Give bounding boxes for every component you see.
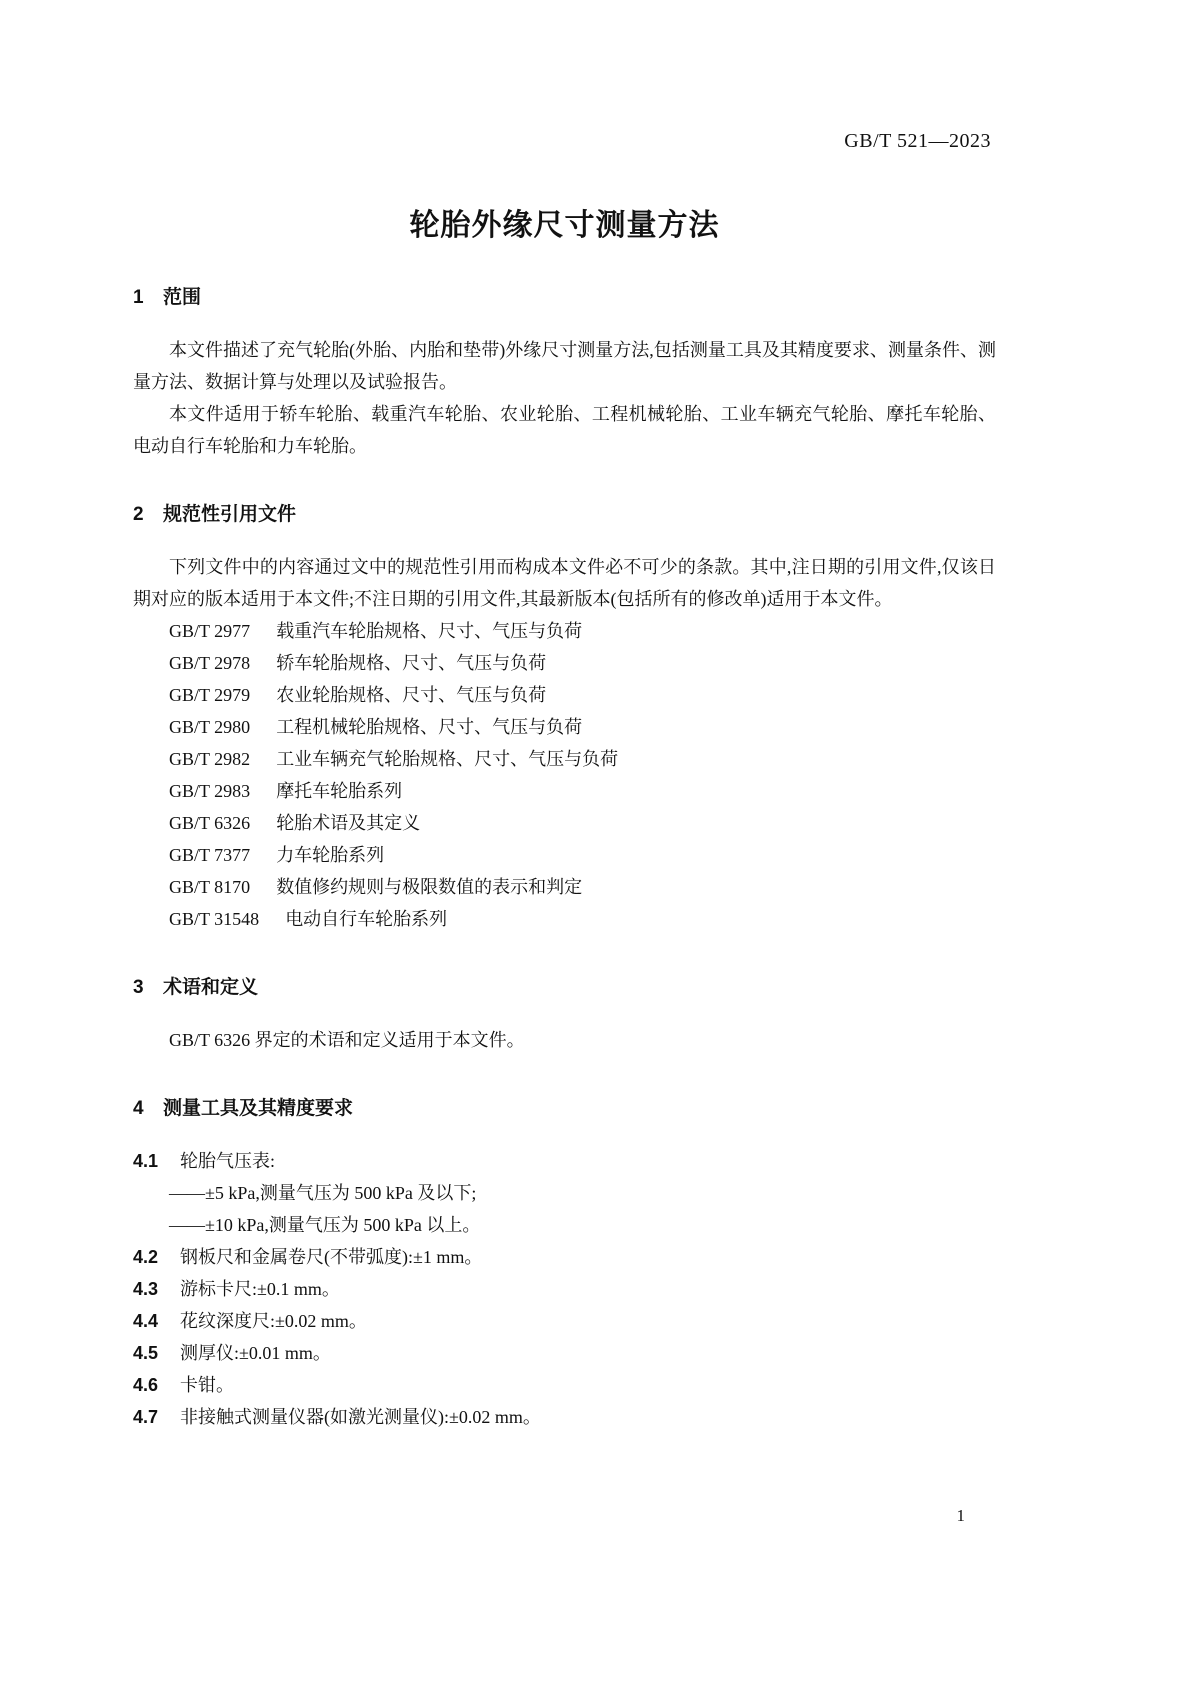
reference-title: 数值修约规则与极限数值的表示和判定: [276, 877, 583, 897]
clause: [133, 1305, 996, 1337]
section-number: 2: [133, 504, 144, 525]
section-heading-text: 范围: [163, 287, 202, 308]
section-number: 3: [133, 977, 144, 998]
clause-number: 4.1: [133, 1151, 159, 1171]
reference-item: [133, 871, 996, 903]
clause: [133, 1401, 996, 1433]
reference-code: GB/T 2982: [169, 749, 251, 769]
paragraph: 本文件描述了充气轮胎(外胎、内胎和垫带)外缘尺寸测量方法,包括测量工具及其精度要求、测量条件、测量方法、数据计算与处理以及试验报告。: [133, 340, 996, 392]
section-number: 4: [133, 1098, 144, 1119]
reference-item: [133, 615, 996, 647]
dash-item: ——±5 kPa,测量气压为 500 kPa 及以下;: [169, 1183, 477, 1203]
reference-title: 载重汽车轮胎规格、尺寸、气压与负荷: [276, 621, 583, 641]
reference-item: [133, 903, 996, 935]
clause-text: 轮胎气压表:: [180, 1151, 276, 1171]
reference-title: 轮胎术语及其定义: [276, 813, 421, 833]
clause: [133, 1145, 996, 1177]
reference-code: GB/T 2983: [169, 781, 251, 801]
clause-text: 非接触式测量仪器(如激光测量仪):±0.02 mm。: [180, 1407, 541, 1427]
clause-text: 钢板尺和金属卷尺(不带弧度):±1 mm。: [180, 1247, 483, 1267]
clause-number: 4.5: [133, 1343, 159, 1363]
clause-text: 卡钳。: [180, 1375, 234, 1395]
reference-item: [133, 839, 996, 871]
reference-title: 摩托车轮胎系列: [276, 781, 403, 801]
clause: [133, 1369, 996, 1401]
reference-item: [133, 711, 996, 743]
section-heading: [133, 1096, 996, 1121]
clause-text: 花纹深度尺:±0.02 mm。: [180, 1311, 367, 1331]
clause: [133, 1241, 996, 1273]
reference-title: 力车轮胎系列: [276, 845, 385, 865]
clause-text: 游标卡尺:±0.1 mm。: [180, 1279, 340, 1299]
reference-code: GB/T 6326: [169, 813, 251, 833]
clause-number: 4.7: [133, 1407, 159, 1427]
paragraph: GB/T 6326 界定的术语和定义适用于本文件。: [169, 1030, 525, 1050]
reference-code: GB/T 2977: [169, 621, 251, 641]
section-heading: [133, 285, 996, 310]
reference-title: 轿车轮胎规格、尺寸、气压与负荷: [276, 653, 547, 673]
clause-number: 4.4: [133, 1311, 159, 1331]
clause-number: 4.6: [133, 1375, 159, 1395]
reference-code: GB/T 7377: [169, 845, 251, 865]
doc-number: GB/T 521—2023: [844, 130, 991, 152]
reference-item: [133, 679, 996, 711]
reference-title: 工业车辆充气轮胎规格、尺寸、气压与负荷: [276, 749, 619, 769]
section-terms: [133, 975, 996, 1056]
section-heading: [133, 502, 996, 527]
dash-item: ——±10 kPa,测量气压为 500 kPa 以上。: [169, 1215, 481, 1235]
paragraph: 本文件适用于轿车轮胎、载重汽车轮胎、农业轮胎、工程机械轮胎、工业车辆充气轮胎、摩托车轮胎、电动自行车轮胎和力车轮胎。: [133, 404, 996, 456]
section-heading-text: 规范性引用文件: [163, 504, 297, 525]
section-number: 1: [133, 287, 144, 308]
clause-number: 4.2: [133, 1247, 159, 1267]
section-measuring-tools: [133, 1096, 996, 1433]
reference-code: GB/T 8170: [169, 877, 251, 897]
clause-number: 4.3: [133, 1279, 159, 1299]
reference-item: [133, 743, 996, 775]
section-heading-text: 术语和定义: [163, 977, 259, 998]
reference-list: [133, 615, 996, 935]
page-number: 1: [956, 1506, 965, 1525]
clause: [133, 1337, 996, 1369]
section-heading: [133, 975, 996, 1000]
reference-item: [133, 775, 996, 807]
clause: [133, 1273, 996, 1305]
reference-title: 电动自行车轮胎系列: [285, 909, 448, 929]
clause-text: 测厚仪:±0.01 mm。: [180, 1343, 331, 1363]
section-scope: [133, 285, 996, 462]
document-title: 轮胎外缘尺寸测量方法: [409, 209, 720, 242]
reference-item: [133, 647, 996, 679]
reference-item: [133, 807, 996, 839]
paragraph: 下列文件中的内容通过文中的规范性引用而构成本文件必不可少的条款。其中,注日期的引用文件,仅该日期对应的版本适用于本文件;不注日期的引用文件,其最新版本(包括所有的修改单)适用于本文件。: [133, 557, 996, 609]
reference-code: GB/T 31548: [169, 909, 260, 929]
reference-code: GB/T 2979: [169, 685, 251, 705]
reference-code: GB/T 2980: [169, 717, 251, 737]
section-heading-text: 测量工具及其精度要求: [163, 1098, 354, 1119]
reference-title: 工程机械轮胎规格、尺寸、气压与负荷: [276, 717, 583, 737]
section-normative-references: [133, 502, 996, 935]
reference-title: 农业轮胎规格、尺寸、气压与负荷: [276, 685, 547, 705]
reference-code: GB/T 2978: [169, 653, 251, 673]
